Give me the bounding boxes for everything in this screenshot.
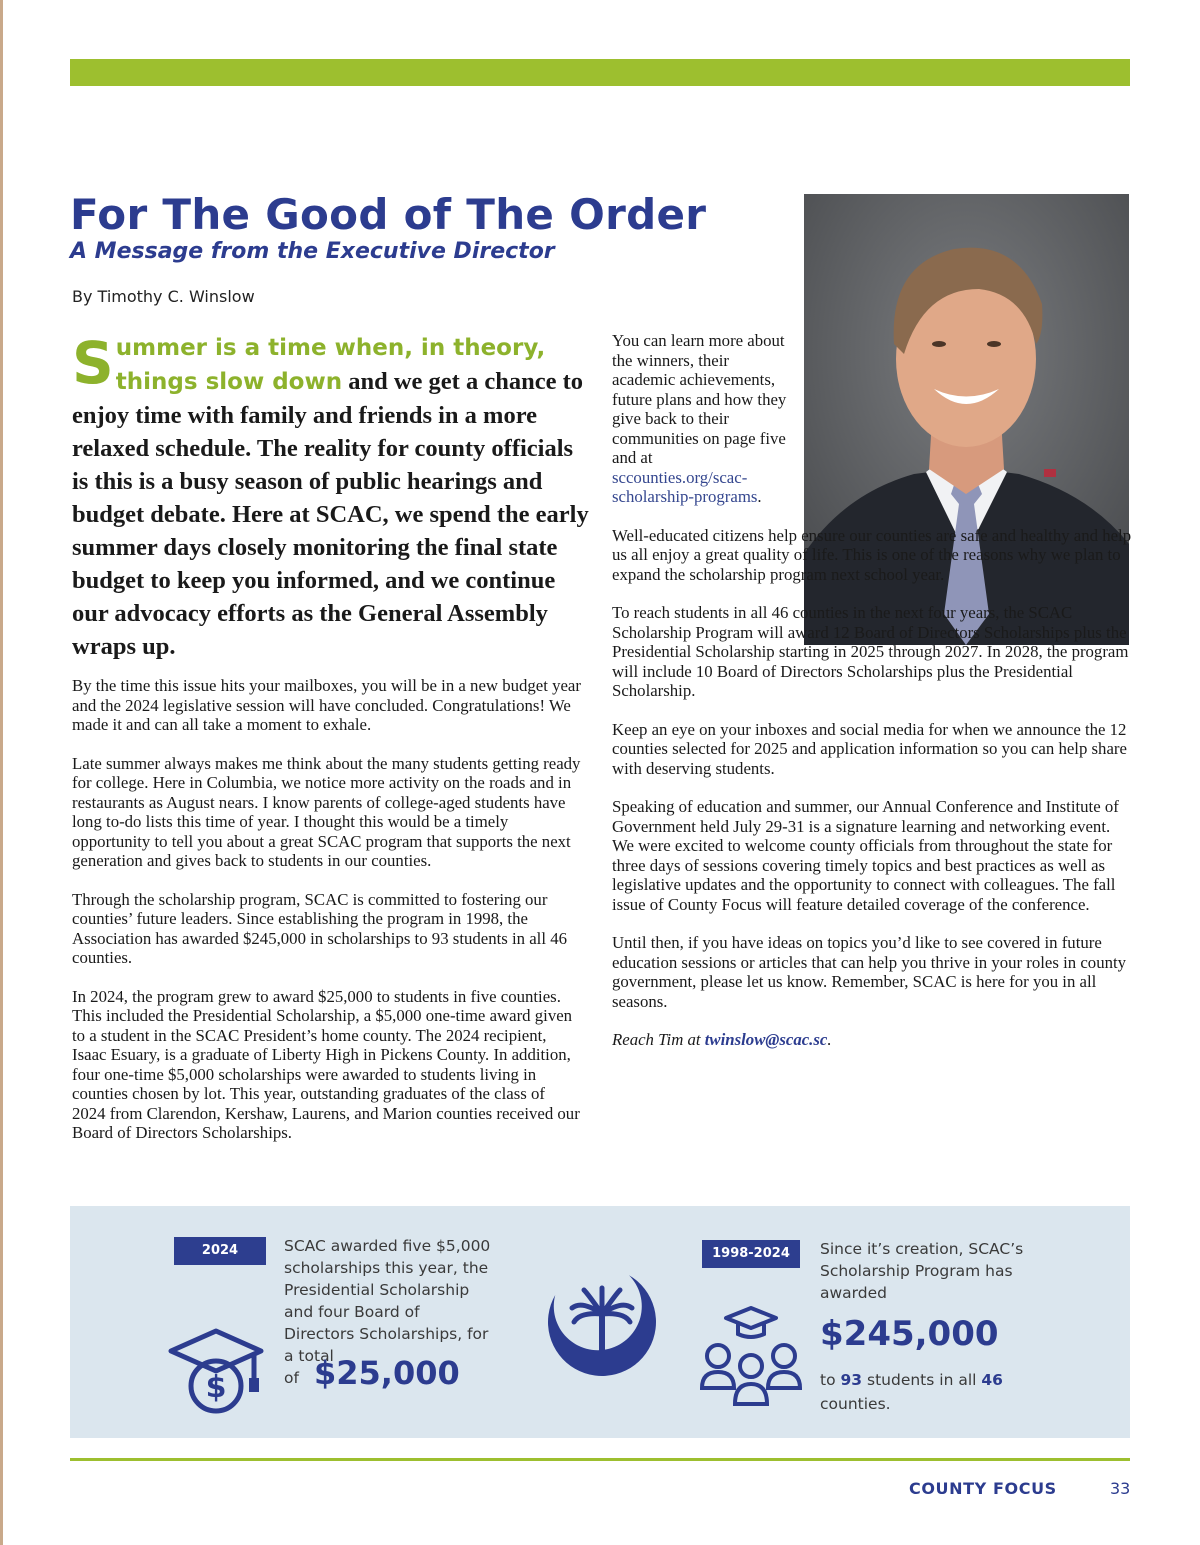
right-stat-text: Since it’s creation, SCAC’s Scholarship Program has awarded [820,1240,1024,1302]
body-paragraph: To reach students in all 46 counties in the next four years, the SCAC Scholarship Program will award 12 Board of Directors Scholarships plus the Presidential Scholarship starting in 2025 through 2027. In 2028, the program will include 10 Board of Directors Scholarships plus the Presidential Scholarship. [612,603,1129,700]
detail-text: to [820,1371,841,1389]
signature-prefix: Reach Tim at [612,1030,705,1049]
byline: By Timothy C. Winslow [72,287,255,306]
bottom-accent-rule [70,1458,1130,1461]
crescent-palmetto-logo-icon [544,1264,660,1380]
paragraph-text: You can learn more about the winners, their academic achievements, future plans and how they give back to their communities on page five and at [612,331,787,467]
range-badge: 1998-2024 [702,1240,800,1268]
left-column [72,676,582,1162]
graduation-dollar-icon [166,1316,266,1416]
student-count: 93 [840,1371,863,1389]
publication-name: COUNTY FOCUS [909,1479,1057,1498]
right-amount: $245,000 [820,1314,999,1354]
right-stat-detail [820,1368,1050,1416]
page-number: 33 [1110,1479,1131,1498]
top-accent-bar [70,59,1130,86]
left-of-label: of [284,1369,299,1387]
paragraph-end: . [757,487,762,506]
signature-line [612,1030,1132,1050]
county-count: 46 [981,1371,1003,1389]
paragraph-text: Well-educated citizens help ensure our counties are safe and healthy and help us all enjoy a great quality of life. This is one of the reasons why we plan to expand the scholarship program next school year. [612,525,1132,584]
article-subtitle: A Message from the Executive Director [70,239,555,264]
left-amount: $25,000 [314,1354,460,1392]
body-paragraph: Through the scholarship program, SCAC is committed to fostering our counties’ future leaders. Since establishing the program in 1998, the Association has awarded $245,000 in scholarships to 93 students in all 46 counties. [72,889,567,967]
detail-text: students in all [862,1371,982,1389]
body-paragraph: Late summer always makes me think about the many students getting ready for college. Here in Columbia, we notice more activity on the roads and in restaurants as August nears. I know parents of college-aged students have long to-do lists this time of year. I thought this would be a timely opportunity to tell you about a great SCAC program that supports the next generation and gives back to students in our counties. [72,753,581,870]
article-title: For The Good of The Order [70,190,707,239]
detail-text: counties. [820,1395,891,1413]
left-stat-text: SCAC awarded five $5,000 scholarships this year, the Presidential Scholarship and four Board of Directors Scholarships, for a total [284,1237,491,1365]
year-badge: 2024 [174,1237,266,1265]
body-paragraph: In 2024, the program grew to award $25,000 to students in five counties. This included the Presidential Scholarship, a $5,000 one-time award given to a student in the SCAC President’s home county. The 2024 recipient, Isaac Esuary, is a graduate of Liberty High in Pickens County. In addition, four one-time $5,000 scholarships were awarded to students living in counties chosen by lot. This year, outstanding graduates of the class of 2024 from Clarendon, Kershaw, Laurens, and Marion counties received our Board of Directors Scholarships. [72,986,580,1142]
lead-text: and we get a chance to enjoy time with family and friends in a more relaxed schedule. The reality for county officials is this is a busy season of public hearings and budget debate. Here at SCAC, we spend the early summer days closely monitoring the final state budget to keep you informed, and we continue our advocacy efforts as the General Assembly wraps up. [72,368,589,660]
drop-cap: S [72,329,114,397]
scholarship-infographic [70,1206,1130,1438]
lead-paragraph [72,331,592,663]
signature-suffix: . [827,1030,832,1049]
page-edge [0,0,3,1545]
right-column [612,331,1132,1069]
students-graduation-icon [698,1304,804,1410]
body-paragraph: By the time this issue hits your mailboxes, you will be in a new budget year and the 2024 legislative session will have concluded. Congratulations! We made it and can all take a moment to exhale. [72,676,581,734]
lead-highlight: ummer is a time when, in theory, things slow down [115,335,546,395]
scholarship-link[interactable]: sccounties.org/scac-scholarship-programs [612,467,758,506]
contact-email-link[interactable]: twinslow@scac.sc [704,1030,828,1049]
body-paragraph [612,331,792,507]
body-paragraph: Keep an eye on your inboxes and social media for when we announce the 12 counties selected for 2025 and application information so you can help share with deserving students. [612,719,1127,778]
body-paragraph: Until then, if you have ideas on topics you’d like to see covered in future education sessions or articles that can help you thrive in your roles in county government, please let us know. Remember, SCAC is here for you in all seasons. [612,933,1127,1011]
body-paragraph [612,526,1132,585]
body-paragraph: Speaking of education and summer, our Annual Conference and Institute of Government held July 29-31 is a signature learning and networking event. We were excited to welcome county officials from throughout the state for three days of sessions covering timely topics and best practices as well as legislative updates and the opportunity to connect with colleagues. The fall issue of County Focus will feature detailed coverage of the conference. [612,797,1119,914]
svg-text:$: $ [205,1370,227,1405]
